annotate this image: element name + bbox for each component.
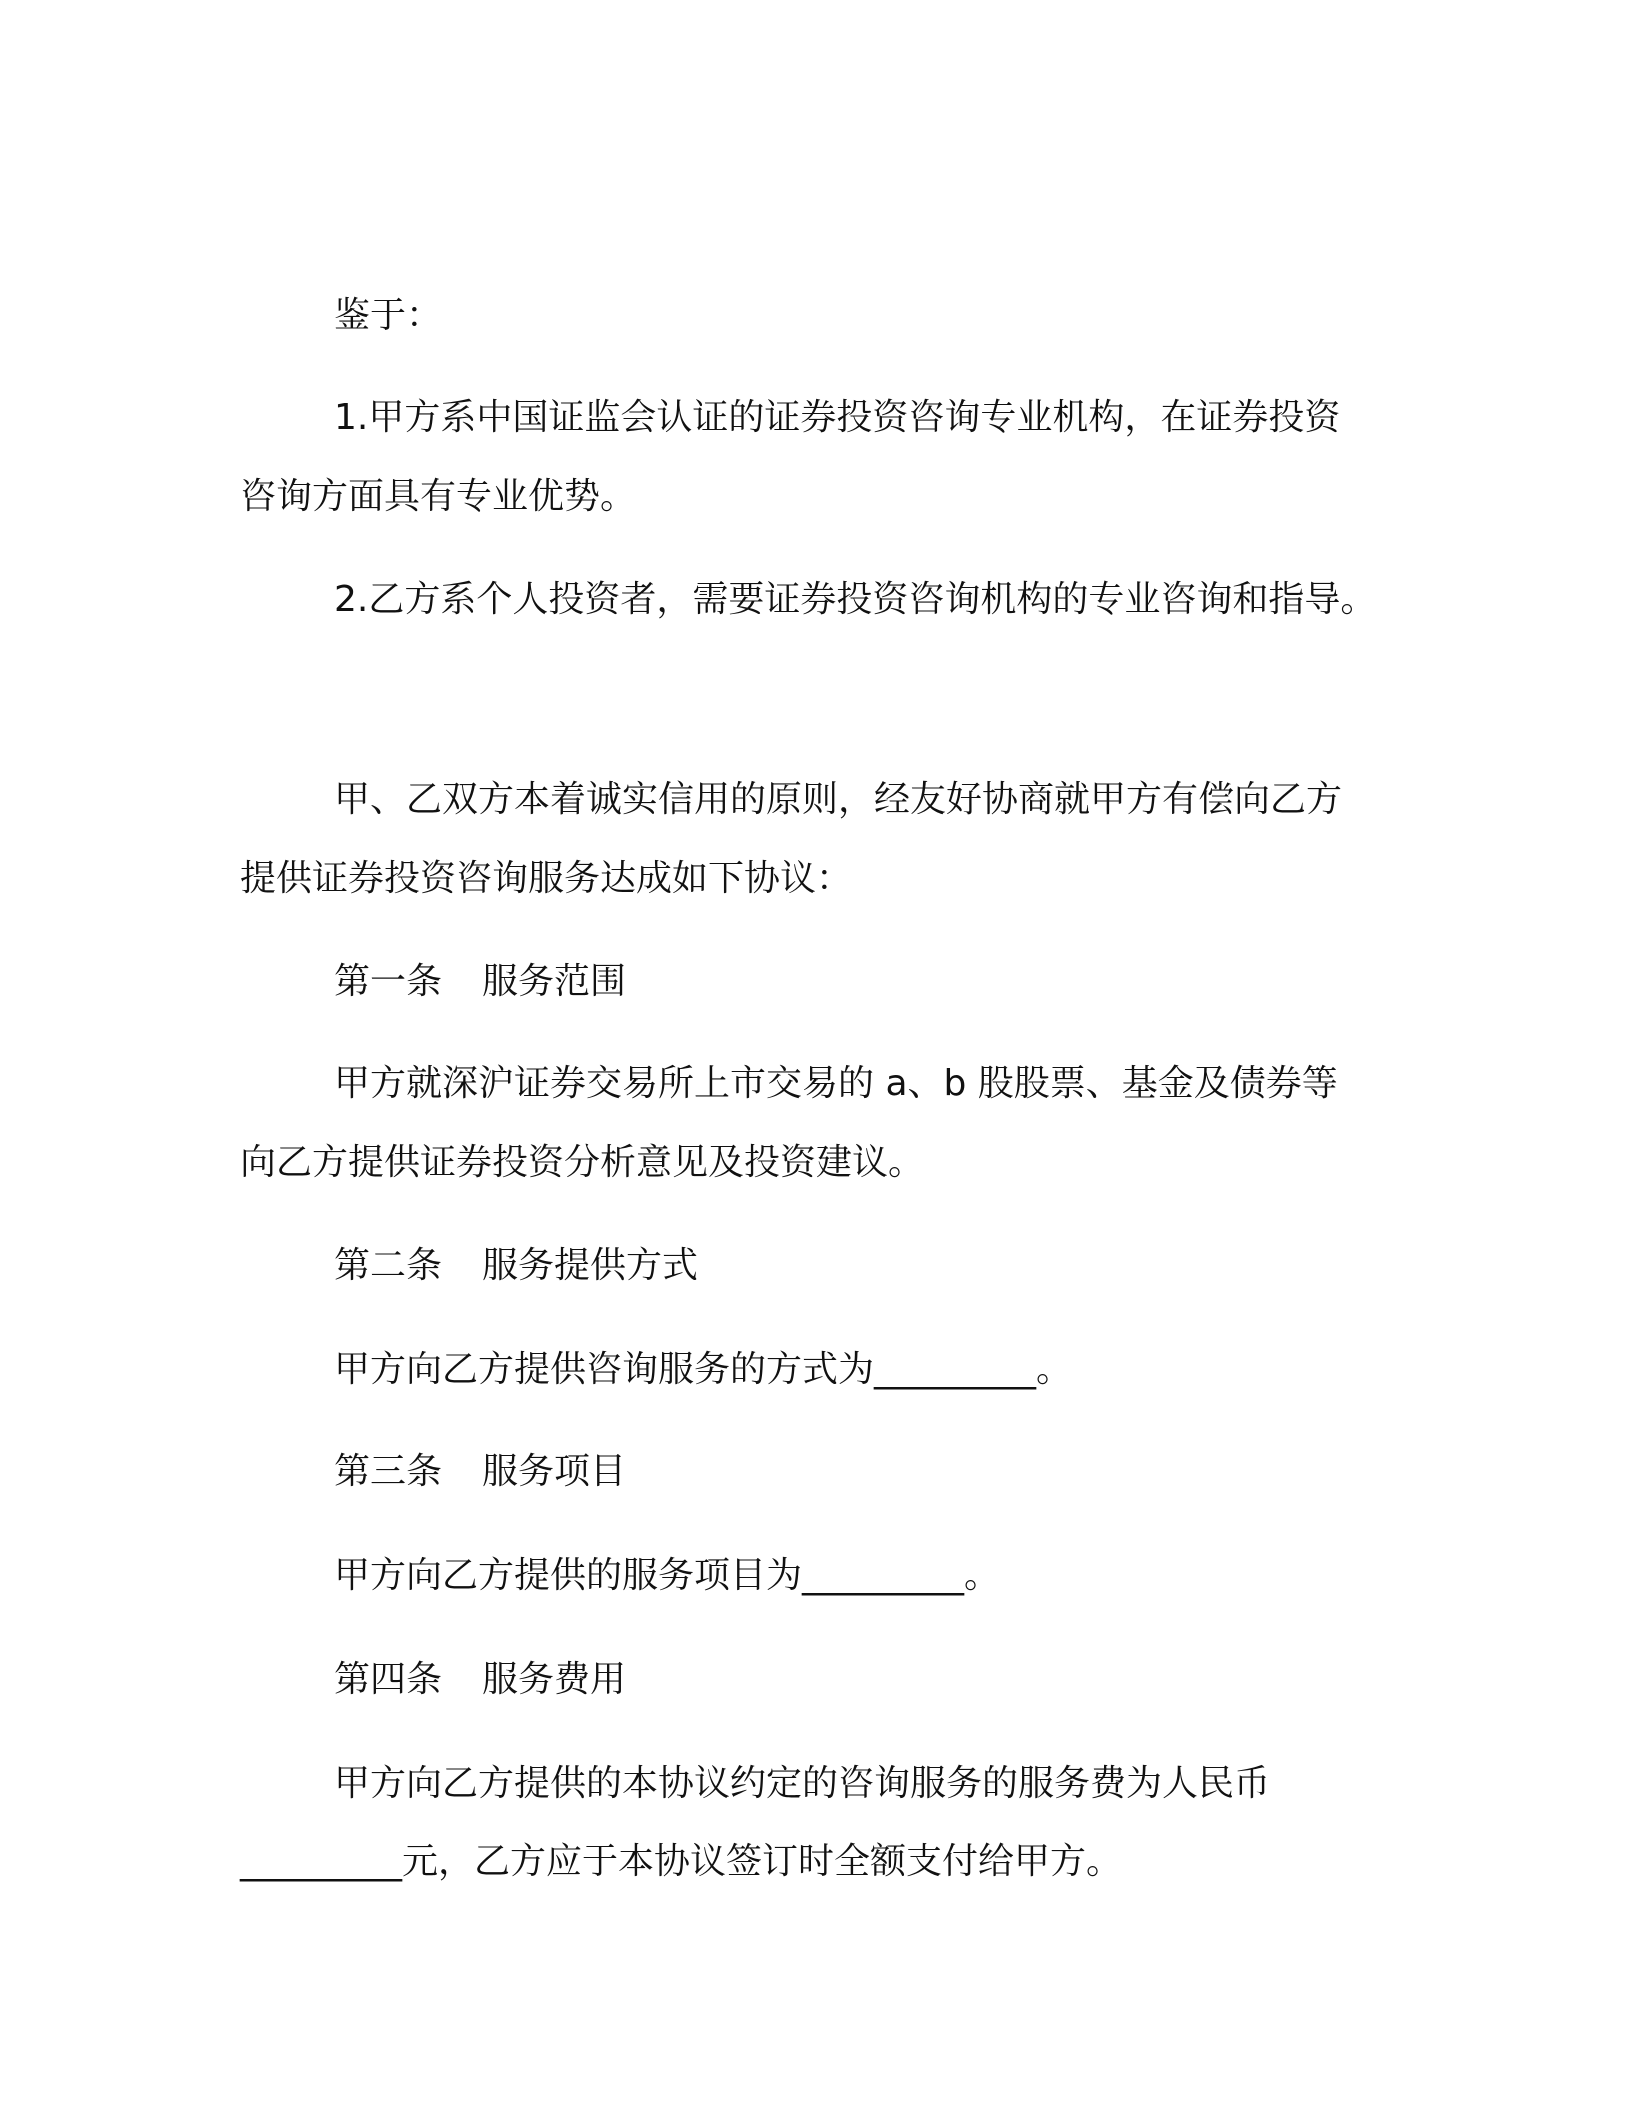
article-3-body: 甲方向乙方提供的服务项目为_________。	[334, 1555, 1001, 1596]
article-1-heading	[334, 958, 626, 1006]
article-2-heading	[334, 1242, 698, 1290]
article-1-body-line-2: 向乙方提供证券投资分析意见及投资建议。	[240, 1142, 925, 1183]
article-2-number: 第二条	[334, 1245, 443, 1286]
article-4-title: 服务费用	[482, 1659, 627, 1700]
whereas-heading: 鉴于：	[334, 295, 443, 336]
recital-2: 2.乙方系个人投资者，需要证券投资咨询机构的专业咨询和指导。	[334, 579, 1377, 620]
preamble-line-1: 甲、乙双方本着诚实信用的原则，经友好协商就甲方有偿向乙方	[334, 779, 1343, 820]
article-4-heading	[334, 1656, 626, 1704]
article-4-body-line-1: 甲方向乙方提供的本协议约定的咨询服务的服务费为人民币	[334, 1763, 1271, 1804]
article-1-body-line-1: 甲方就深沪证券交易所上市交易的 a、b 股股票、基金及债券等	[334, 1063, 1338, 1104]
recital-1-line-1: 1.甲方系中国证监会认证的证券投资咨询专业机构，在证券投资	[334, 397, 1341, 438]
article-4-body-line-2: _________元，乙方应于本协议签订时全额支付给甲方。	[240, 1841, 1123, 1882]
article-3-title: 服务项目	[482, 1451, 627, 1492]
article-3-number: 第三条	[334, 1451, 443, 1492]
article-2-body: 甲方向乙方提供咨询服务的方式为_________。	[334, 1349, 1073, 1390]
recital-1-line-2: 咨询方面具有专业优势。	[240, 476, 637, 517]
article-2-title: 服务提供方式	[482, 1245, 699, 1286]
article-1-number: 第一条	[334, 961, 443, 1002]
article-3-heading	[334, 1448, 626, 1496]
article-4-number: 第四条	[334, 1659, 443, 1700]
article-1-title: 服务范围	[482, 961, 627, 1002]
preamble-line-2: 提供证券投资咨询服务达成如下协议：	[240, 858, 853, 899]
